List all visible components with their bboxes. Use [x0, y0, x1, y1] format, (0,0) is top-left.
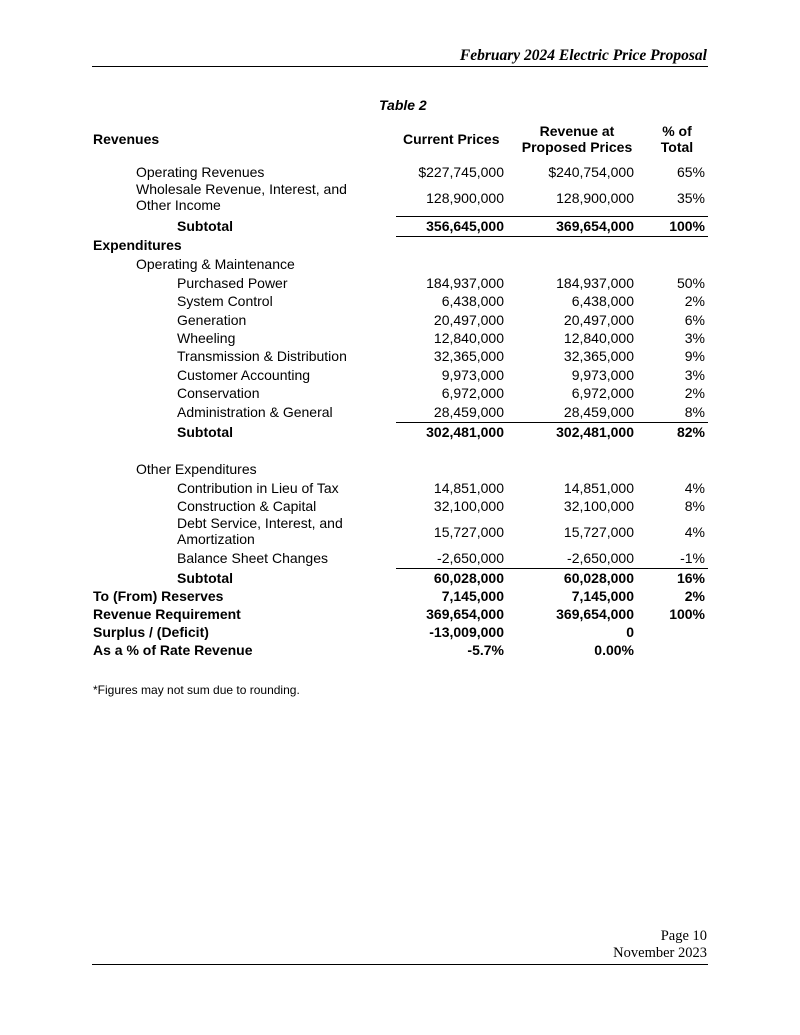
expenditures-label: Expenditures — [93, 237, 182, 253]
proposed-value: 20,497,000 — [563, 312, 634, 328]
column-header-pct-line2: Total — [660, 139, 694, 155]
proposed-value: 32,100,000 — [563, 498, 634, 514]
pct-value: 2% — [684, 385, 705, 401]
subsection-heading — [0, 461, 800, 479]
subtotal-row — [0, 218, 800, 236]
row-label: Surplus / (Deficit) — [93, 624, 209, 640]
table-row — [0, 385, 800, 403]
current-value: 6,438,000 — [441, 293, 504, 309]
current-value: 302,481,000 — [426, 424, 504, 440]
current-value: 15,727,000 — [433, 524, 504, 540]
header-rule — [92, 66, 708, 67]
table-row — [0, 330, 800, 348]
current-value: 6,972,000 — [441, 385, 504, 401]
column-header-revenues: Revenues — [93, 131, 160, 147]
row-label: Subtotal — [177, 218, 233, 234]
row-label: Balance Sheet Changes — [177, 550, 328, 566]
row-label-line2: Other Income — [136, 197, 221, 213]
section-heading — [0, 237, 800, 255]
current-value: 60,028,000 — [433, 570, 504, 586]
current-value: 184,937,000 — [426, 275, 504, 291]
proposed-value: 12,840,000 — [563, 330, 634, 346]
current-value: 369,654,000 — [426, 606, 504, 622]
current-value: 356,645,000 — [426, 218, 504, 234]
column-header-pct — [655, 123, 699, 155]
pct-value: 82% — [676, 424, 705, 440]
subtotal-row — [0, 570, 800, 588]
proposed-value: 369,654,000 — [556, 606, 634, 622]
pct-value: 3% — [684, 367, 705, 383]
row-label — [136, 181, 347, 213]
table-row — [0, 367, 800, 385]
current-value: -13,009,000 — [429, 624, 504, 640]
current-value: 12,840,000 — [433, 330, 504, 346]
current-value: 20,497,000 — [433, 312, 504, 328]
table-row — [0, 275, 800, 293]
row-label: Conservation — [177, 385, 260, 401]
column-header-pct-line1: % of — [662, 123, 692, 139]
pct-value: 50% — [676, 275, 705, 291]
pct-value: 3% — [684, 330, 705, 346]
subsection-heading — [0, 256, 800, 274]
current-value: 14,851,000 — [433, 480, 504, 496]
column-header-current: Current Prices — [403, 131, 500, 147]
proposed-value: 6,972,000 — [571, 385, 634, 401]
subtotal-rule — [396, 568, 708, 569]
pct-value: 35% — [676, 190, 705, 206]
table-row — [0, 515, 800, 549]
page-header-title: February 2024 Electric Price Proposal — [459, 47, 707, 64]
current-value: 7,145,000 — [441, 588, 504, 604]
proposed-value: 28,459,000 — [563, 404, 634, 420]
row-label: As a % of Rate Revenue — [93, 642, 253, 658]
pct-value: -1% — [680, 550, 705, 566]
proposed-value: 0.00% — [594, 642, 634, 658]
column-header-proposed-line1: Revenue at — [539, 123, 615, 139]
current-value: $227,745,000 — [418, 164, 504, 180]
pct-value: 100% — [669, 218, 705, 234]
row-label: Purchased Power — [177, 275, 288, 291]
pct-value: 8% — [684, 404, 705, 420]
pct-value: 65% — [676, 164, 705, 180]
table-row — [0, 348, 800, 366]
column-header-proposed — [518, 123, 636, 155]
row-label: Subtotal — [177, 424, 233, 440]
row-label: Construction & Capital — [177, 498, 317, 514]
pct-value: 100% — [669, 606, 705, 622]
table-caption: Table 2 — [379, 97, 427, 113]
summary-row-surplus — [0, 624, 800, 642]
pct-value: 2% — [684, 293, 705, 309]
subtotal-rule-thin — [642, 216, 708, 217]
current-value: 128,900,000 — [426, 190, 504, 206]
table-row — [0, 164, 800, 182]
proposed-value: 6,438,000 — [571, 293, 634, 309]
row-label: System Control — [177, 293, 273, 309]
other-expenditures-label: Other Expenditures — [136, 461, 257, 477]
footer-page-number: Page 10 — [660, 928, 707, 944]
row-label: Administration & General — [177, 404, 333, 420]
proposed-value: 60,028,000 — [563, 570, 634, 586]
footer-rule — [92, 964, 708, 965]
table-row — [0, 181, 800, 215]
table-row — [0, 498, 800, 516]
summary-row-reserves — [0, 588, 800, 606]
table-row — [0, 312, 800, 330]
pct-value: 4% — [684, 480, 705, 496]
table-row — [0, 293, 800, 311]
current-value: 32,365,000 — [433, 348, 504, 364]
om-label: Operating & Maintenance — [136, 256, 295, 272]
table-row — [0, 550, 800, 568]
current-value: 9,973,000 — [441, 367, 504, 383]
current-value: 28,459,000 — [433, 404, 504, 420]
row-label-line2: Amortization — [177, 531, 255, 547]
row-label: Operating Revenues — [136, 164, 265, 180]
proposed-value: 32,365,000 — [563, 348, 634, 364]
pct-value: 8% — [684, 498, 705, 514]
row-label: Wheeling — [177, 330, 236, 346]
summary-row-requirement — [0, 606, 800, 624]
row-label: Contribution in Lieu of Tax — [177, 480, 339, 496]
subtotal-row — [0, 424, 800, 442]
proposed-value: 9,973,000 — [571, 367, 634, 383]
row-label: To (From) Reserves — [93, 588, 224, 604]
row-label: Subtotal — [177, 570, 233, 586]
current-value: 32,100,000 — [433, 498, 504, 514]
subtotal-rule — [396, 422, 708, 423]
proposed-value: 184,937,000 — [556, 275, 634, 291]
pct-value: 16% — [676, 570, 705, 586]
column-header-proposed-line2: Proposed Prices — [521, 139, 633, 155]
pct-value: 2% — [684, 588, 705, 604]
row-label — [177, 515, 343, 547]
proposed-value: 302,481,000 — [556, 424, 634, 440]
row-label: Revenue Requirement — [93, 606, 241, 622]
proposed-value: 15,727,000 — [563, 524, 634, 540]
summary-row-pct-rate — [0, 642, 800, 660]
subtotal-rule — [396, 216, 642, 217]
pct-value: 9% — [684, 348, 705, 364]
current-value: -2,650,000 — [437, 550, 504, 566]
row-label: Customer Accounting — [177, 367, 311, 383]
proposed-value: 128,900,000 — [556, 190, 634, 206]
row-label: Transmission & Distribution — [177, 348, 347, 364]
current-value: -5.7% — [467, 642, 504, 658]
proposed-value: 369,654,000 — [556, 218, 634, 234]
row-label-line1: Wholesale Revenue, Interest, and — [136, 181, 347, 197]
row-label: Generation — [177, 312, 247, 328]
footnote: *Figures may not sum due to rounding. — [93, 683, 300, 697]
pct-value: 4% — [684, 524, 705, 540]
proposed-value: 7,145,000 — [571, 588, 634, 604]
proposed-value: -2,650,000 — [567, 550, 634, 566]
footer-date: November 2023 — [613, 945, 707, 961]
table-row — [0, 404, 800, 422]
proposed-value: $240,754,000 — [548, 164, 634, 180]
table-row — [0, 480, 800, 498]
pct-value: 6% — [684, 312, 705, 328]
row-label-line1: Debt Service, Interest, and — [177, 515, 343, 531]
proposed-value: 14,851,000 — [563, 480, 634, 496]
proposed-value: 0 — [626, 624, 634, 640]
